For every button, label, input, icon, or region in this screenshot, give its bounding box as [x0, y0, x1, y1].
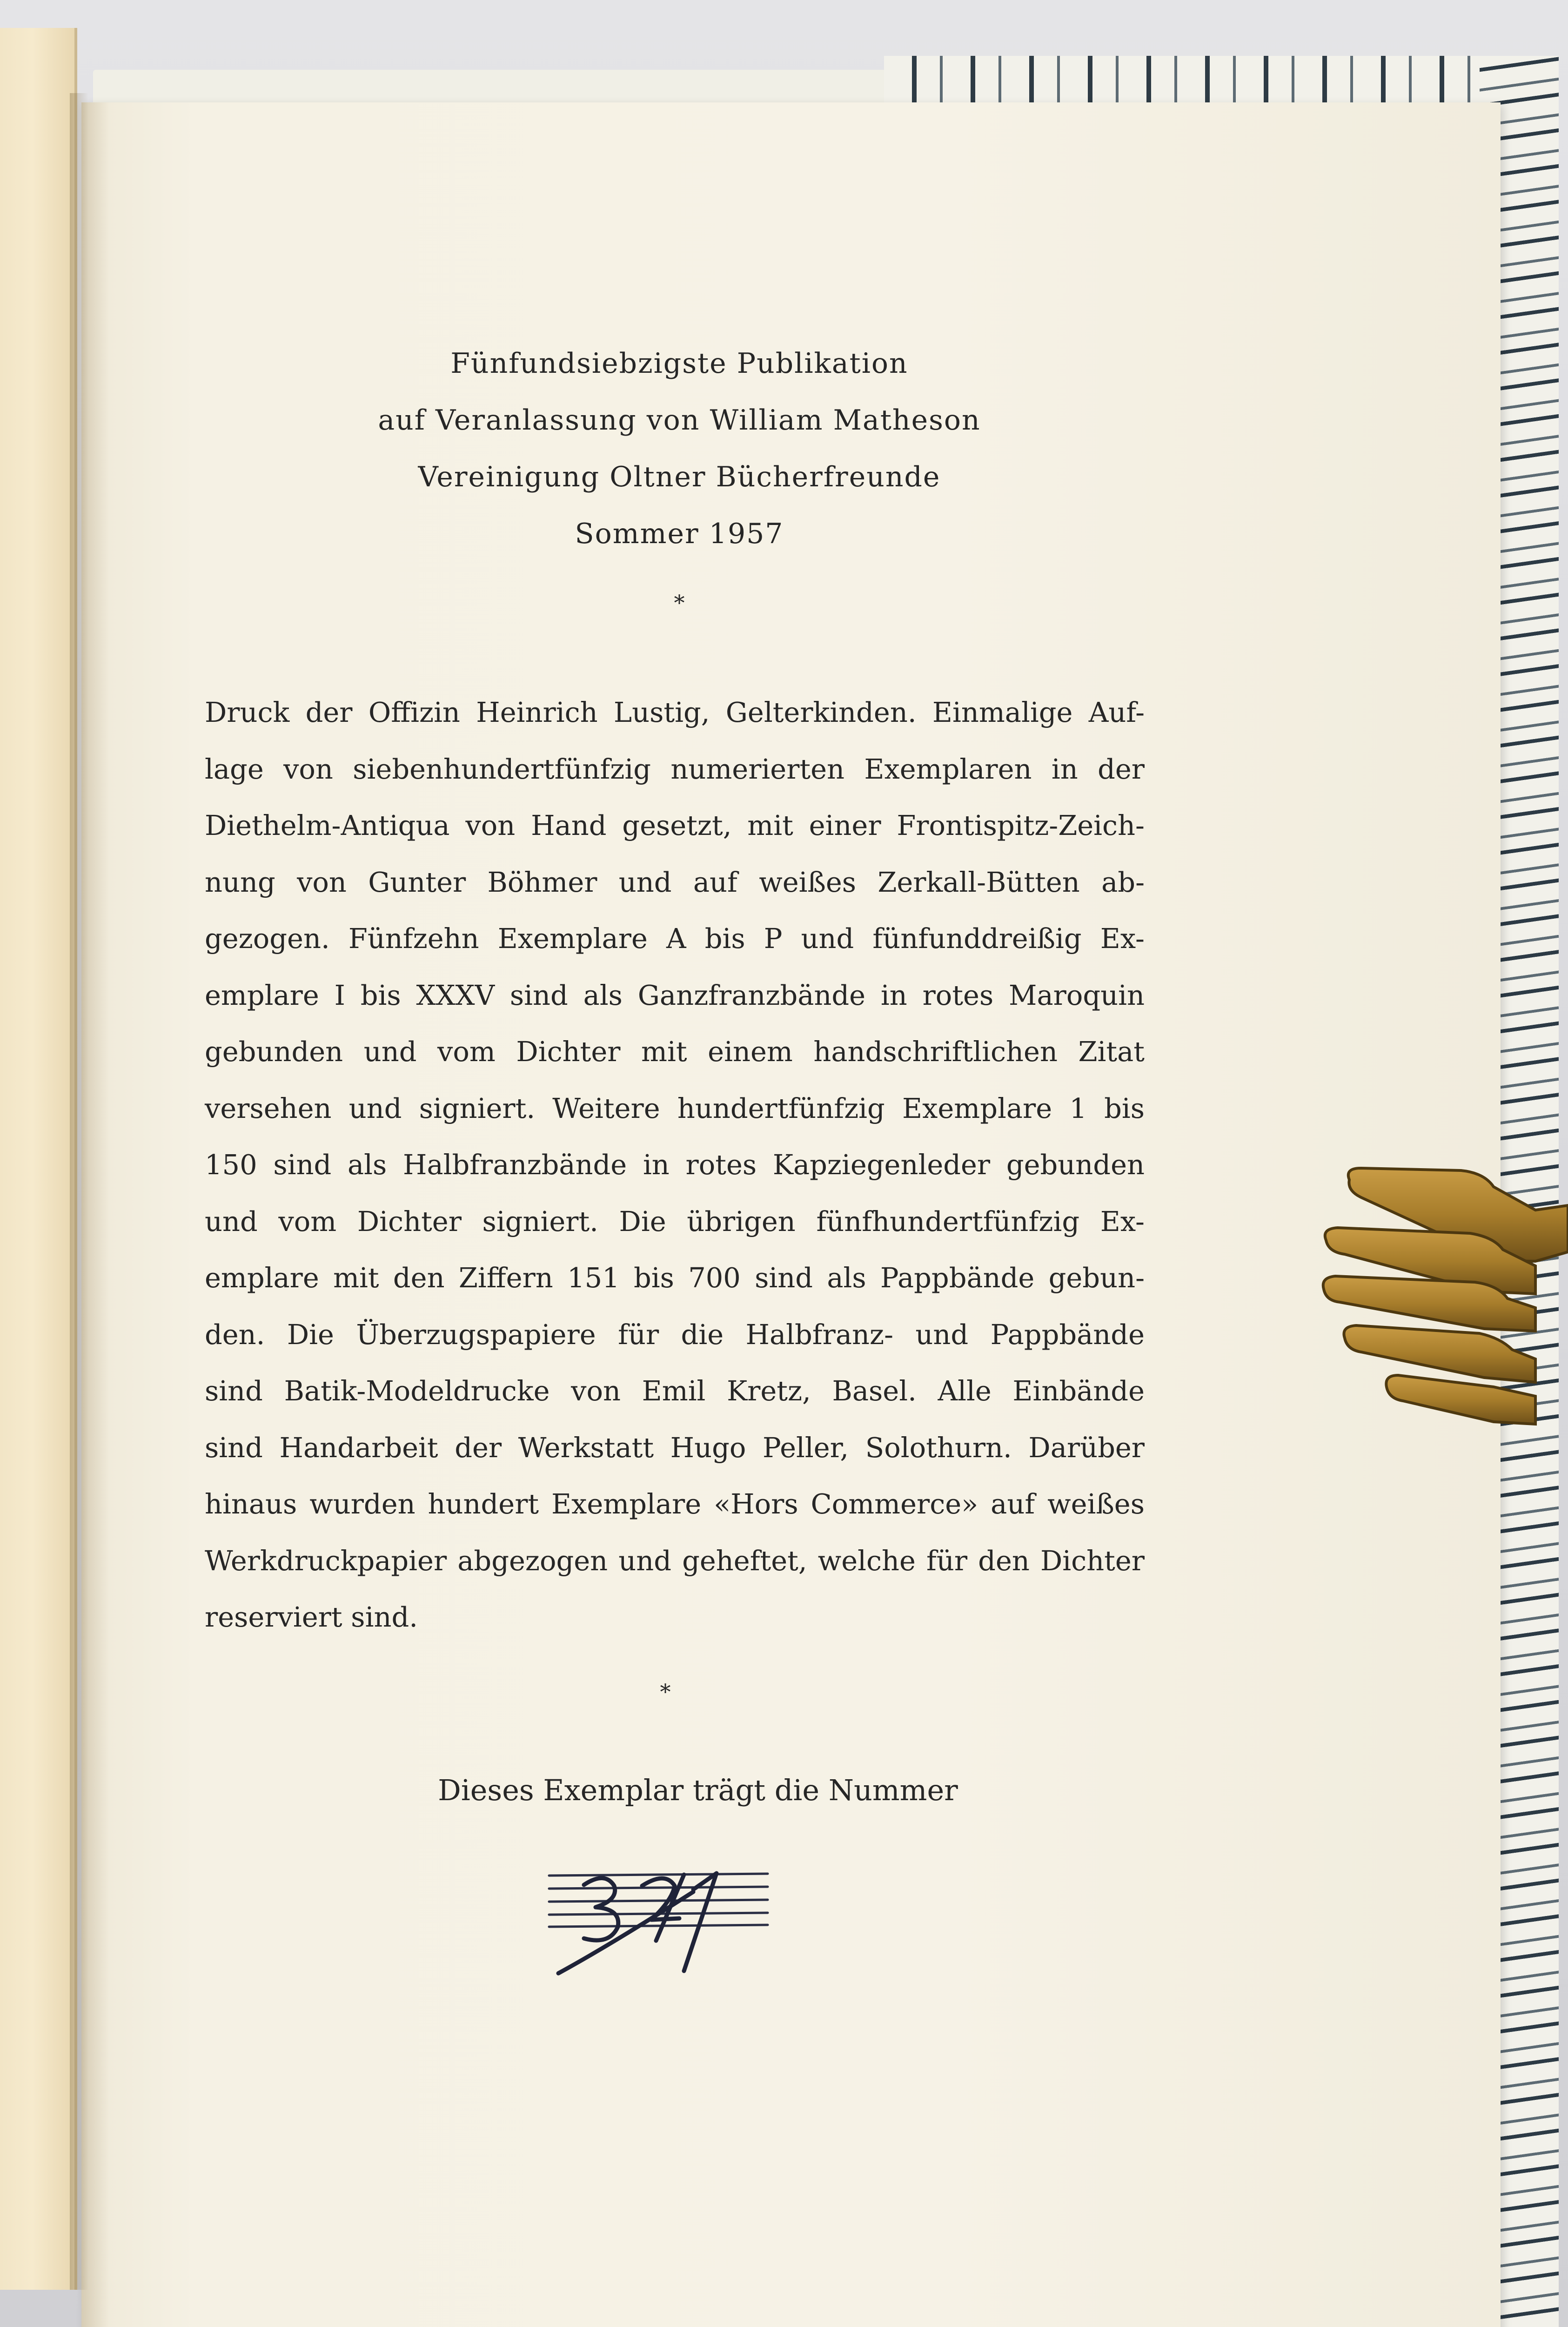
- left-page-edge: [0, 28, 77, 2290]
- colophon-line: sind Batik-Modeldrucke von Emil Kretz, Basel. Alle Einbände: [205, 1375, 1145, 1407]
- colophon-line: gezogen. Fünfzehn Exemplare A bis P und fünfunddreißig Ex-: [205, 922, 1145, 955]
- ornament-star-bottom: *: [660, 1679, 671, 1704]
- spine-shadow: [70, 93, 88, 2290]
- colophon-line: Werkdruckpapier abgezogen und geheftet, welche für den Dichter: [205, 1544, 1145, 1577]
- title-line-patron: auf Veranlassung von William Matheson: [378, 404, 981, 437]
- colophon-line: versehen und signiert. Weitere hundertfünfzig Exemplare 1 bis: [205, 1092, 1145, 1124]
- colophon-line: Druck der Offizin Heinrich Lustig, Gelterkinden. Einmalige Auf-: [205, 696, 1145, 728]
- title-line-society: Vereinigung Oltner Bücherfreunde: [418, 461, 941, 493]
- colophon-line: emplare mit den Ziffern 151 bis 700 sind als Pappbände gebun-: [205, 1262, 1145, 1294]
- copy-number-caption: Dieses Exemplar trägt die Nummer: [438, 1773, 958, 1807]
- colophon-line: hinaus wurden hundert Exemplare «Hors Commerce» auf weißes: [205, 1488, 1145, 1520]
- colophon-line: Diethelm-Antiqua von Hand gesetzt, mit einer Frontispitz-Zeich-: [205, 809, 1145, 841]
- colophon-text: [205, 684, 1145, 1646]
- handwritten-copy-number: [540, 1857, 782, 1978]
- colophon-line: sind Handarbeit der Werkstatt Hugo Peller, Solothurn. Darüber: [205, 1431, 1145, 1464]
- colophon-line: gebunden und vom Dichter mit einem handschriftlichen Zitat: [205, 1036, 1145, 1068]
- colophon-line: lage von siebenhundertfünfzig numerierten Exemplaren in der: [205, 753, 1145, 785]
- colophon-line: reserviert sind.: [205, 1601, 418, 1633]
- publication-title-block: [279, 335, 1079, 562]
- brass-hand-icon: [1317, 1154, 1568, 1443]
- title-line-publication: Fünfundsiebzigste Publikation: [450, 347, 908, 380]
- colophon-line: den. Die Überzugspapiere für die Halbfranz- und Pappbände: [205, 1318, 1145, 1351]
- ornament-star-top: *: [674, 590, 685, 615]
- marbled-cover-top: [884, 56, 1559, 107]
- colophon-line: nung von Gunter Böhmer und auf weißes Zerkall-Bütten ab-: [205, 866, 1145, 898]
- title-line-date: Sommer 1957: [575, 518, 784, 550]
- colophon-line: und vom Dichter signiert. Die übrigen fünfhundertfünfzig Ex-: [205, 1205, 1145, 1237]
- colophon-line: emplare I bis XXXV sind als Ganzfranzbände in rotes Maroquin: [205, 979, 1145, 1011]
- colophon-line: 150 sind als Halbfranzbände in rotes Kapziegenleder gebunden: [205, 1149, 1145, 1181]
